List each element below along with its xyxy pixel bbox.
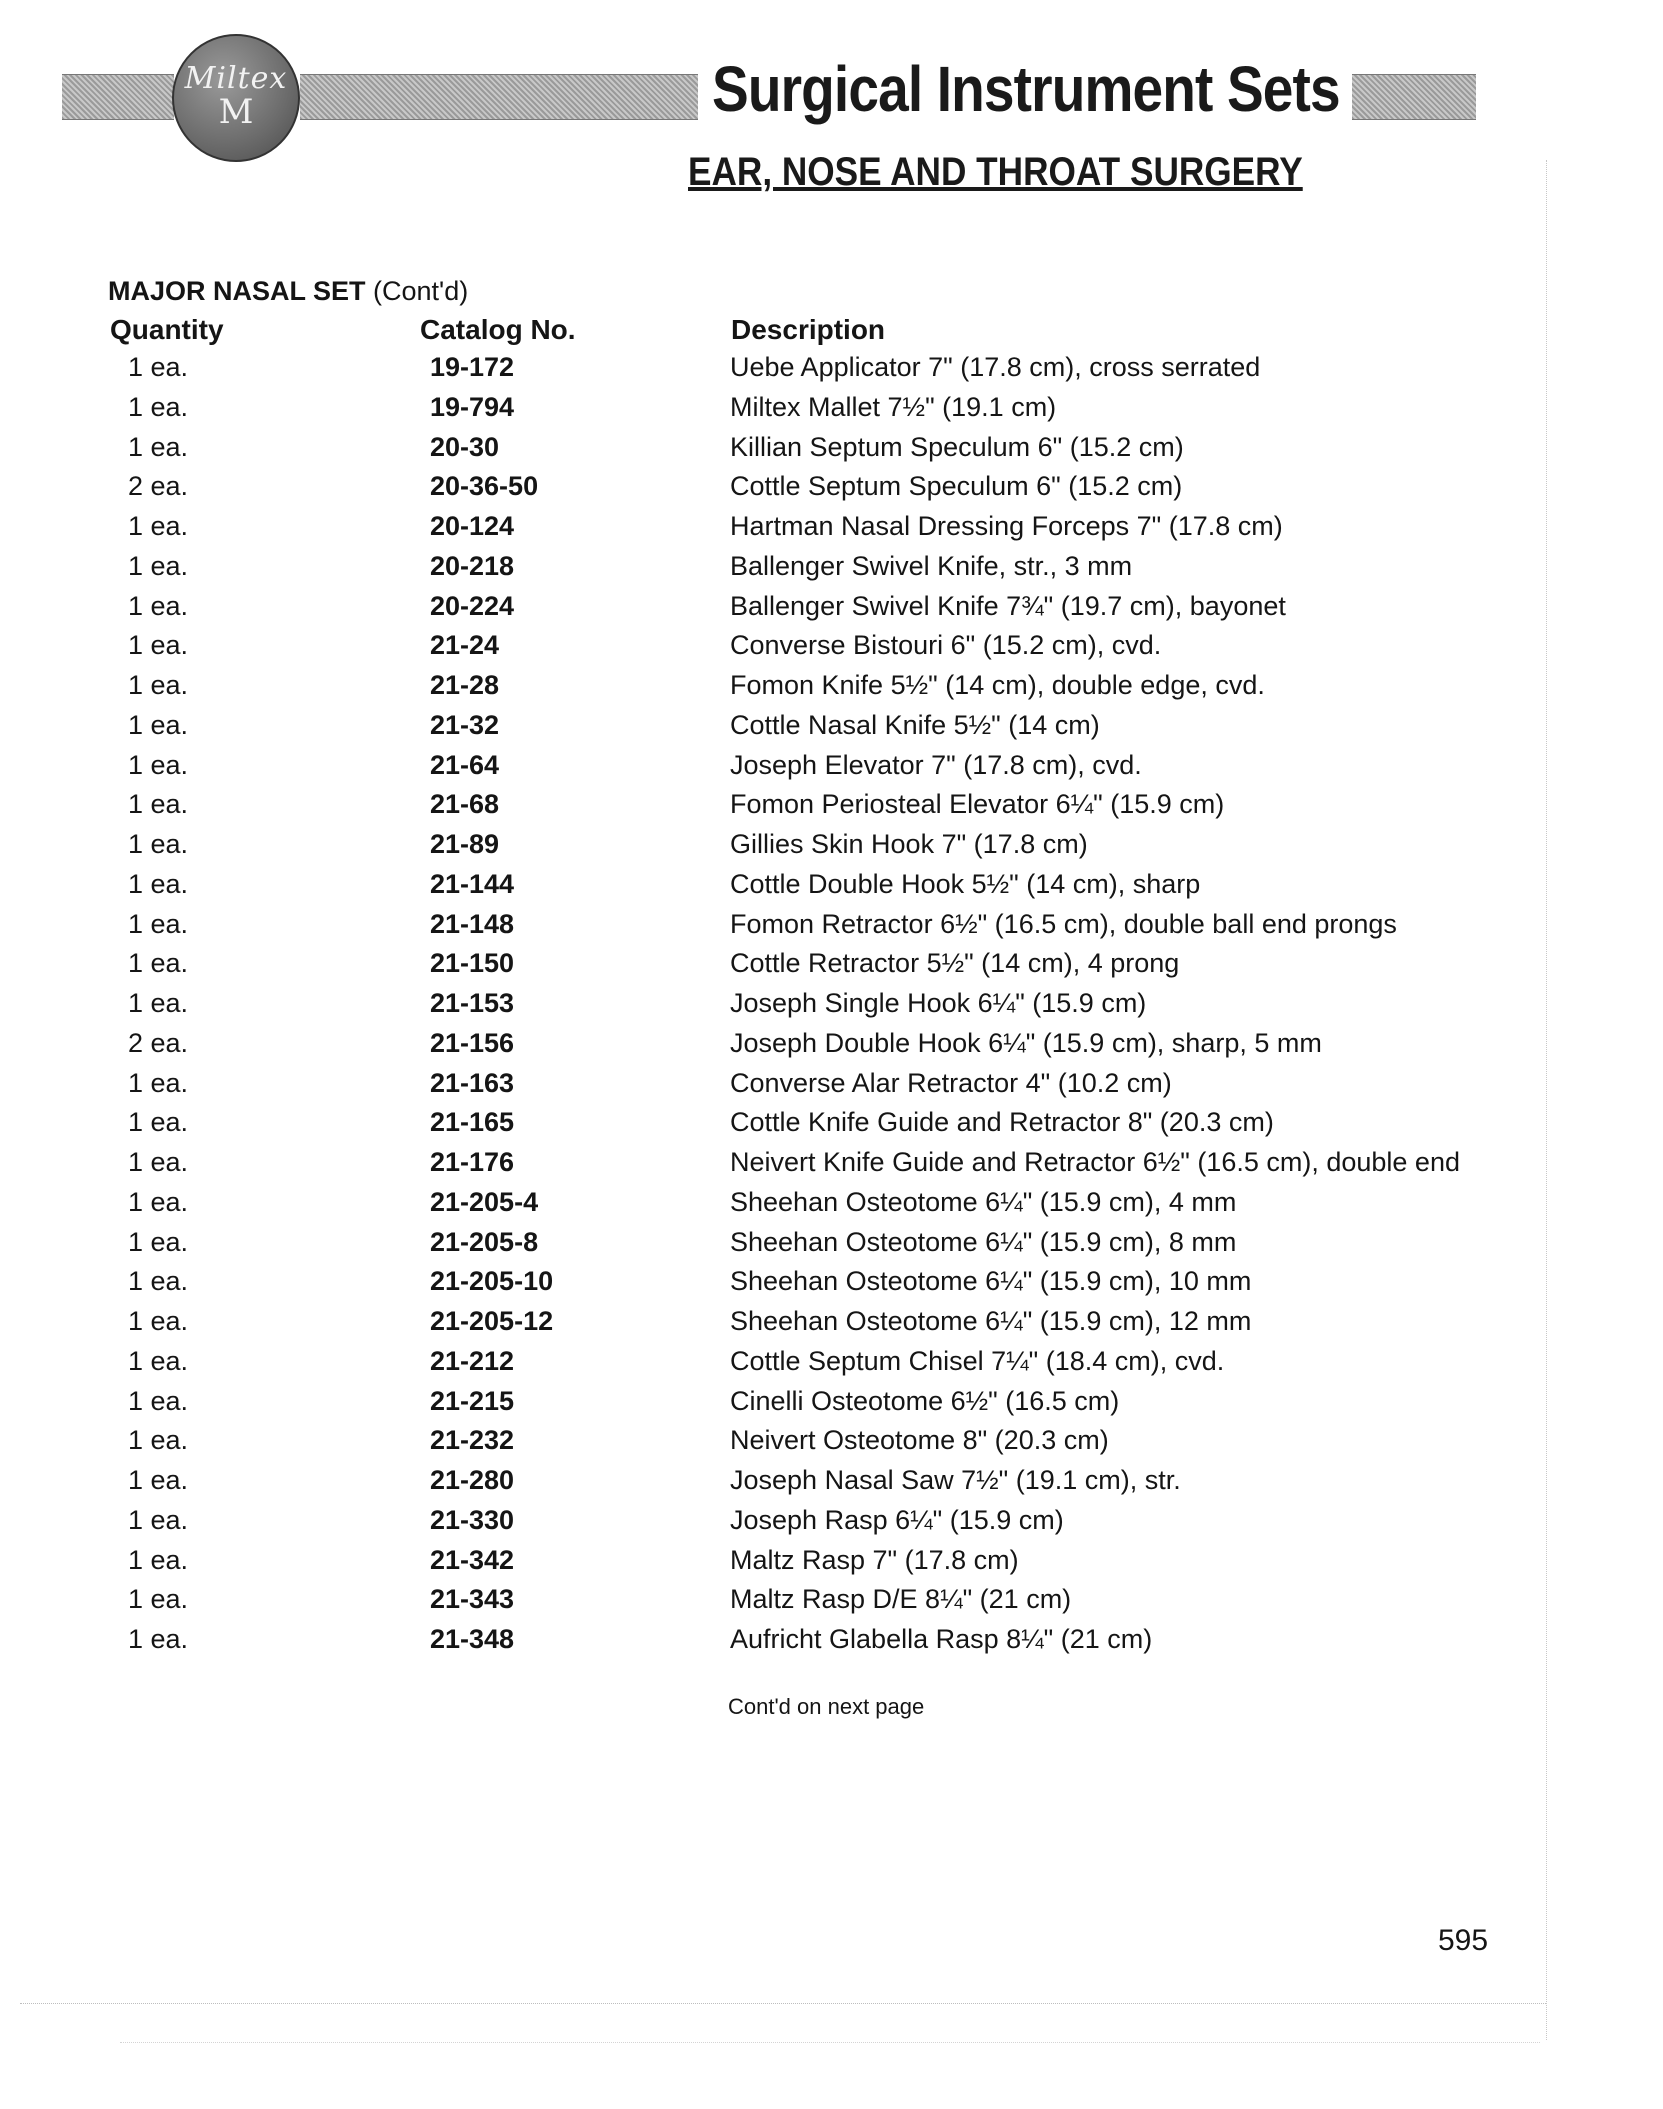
row-quantity: 2 ea. (128, 1027, 189, 1058)
row-catalog-number: 21-24 (430, 630, 500, 661)
row-quantity: 1 ea. (128, 1067, 189, 1098)
row-catalog-number: 21-212 (430, 1345, 515, 1376)
row-quantity: 1 ea. (128, 670, 189, 700)
scan-edge-bottom-faint (120, 2042, 1540, 2043)
table-row (0, 392, 1480, 432)
row-catalog-number: 21-89 (430, 829, 500, 859)
table-row (0, 1624, 1480, 1664)
table-row (0, 511, 1480, 551)
table-row (0, 1028, 1480, 1068)
row-description: Neivert Knife Guide and Retractor 6½" (16.5 cm), double end (730, 1147, 1460, 1177)
row-quantity: 1 ea. (128, 1504, 189, 1535)
row-description: Sheehan Osteotome 6¼" (15.9 cm), 12 mm (730, 1306, 1252, 1336)
row-description: Ballenger Swivel Knife, str., 3 mm (730, 550, 1133, 581)
row-catalog-number: 19-172 (430, 352, 515, 382)
table-row (0, 551, 1480, 591)
row-description: Ballenger Swivel Knife 7¾" (19.7 cm), bayonet (730, 590, 1286, 621)
row-catalog-number: 21-28 (430, 670, 500, 700)
table-row (0, 1187, 1480, 1227)
logo-monogram: M (218, 92, 254, 133)
row-catalog-number: 21-150 (430, 948, 515, 979)
row-description: Aufricht Glabella Rasp 8¼" (21 cm) (730, 1624, 1153, 1654)
table-row (0, 829, 1480, 869)
row-description: Joseph Rasp 6¼" (15.9 cm) (730, 1504, 1064, 1535)
row-catalog-number: 21-156 (430, 1027, 515, 1058)
column-header-catalog: Catalog No. (420, 314, 576, 345)
row-quantity: 2 ea. (128, 471, 189, 502)
section-subtitle: EAR, NOSE AND THROAT SURGERY (688, 150, 1303, 194)
row-catalog-number: 21-205-10 (430, 1266, 554, 1297)
scan-edge-right (1546, 160, 1547, 2040)
row-description: Fomon Knife 5½" (14 cm), double edge, cvd. (730, 670, 1265, 700)
row-description: Joseph Single Hook 6¼" (15.9 cm) (730, 988, 1147, 1018)
row-catalog-number: 19-794 (430, 391, 515, 422)
row-description: Sheehan Osteotome 6¼" (15.9 cm), 10 mm (730, 1266, 1252, 1297)
row-catalog-number: 21-343 (430, 1584, 515, 1615)
table-row (0, 1584, 1480, 1624)
set-name: MAJOR NASAL SET (108, 276, 366, 306)
table-row (0, 352, 1480, 392)
row-quantity: 1 ea. (128, 868, 189, 899)
logo-script-text: Miltex (184, 61, 288, 97)
table-row (0, 909, 1480, 949)
row-catalog-number: 21-163 (430, 1067, 515, 1098)
table-row (0, 869, 1480, 909)
table-row (0, 1107, 1480, 1147)
row-quantity: 1 ea. (128, 550, 189, 581)
row-description: Killian Septum Speculum 6" (15.2 cm) (730, 431, 1184, 462)
row-quantity: 1 ea. (128, 789, 189, 820)
page-title: Surgical Instrument Sets (712, 53, 1340, 125)
header-bar-left (62, 74, 174, 120)
row-catalog-number: 21-205-8 (430, 1226, 539, 1257)
row-catalog-number: 21-205-4 (430, 1186, 539, 1217)
row-catalog-number: 20-124 (430, 511, 515, 541)
row-quantity: 1 ea. (128, 590, 189, 621)
row-description: Joseph Nasal Saw 7½" (19.1 cm), str. (730, 1465, 1181, 1495)
miltex-logo (172, 34, 300, 162)
row-description: Cottle Double Hook 5½" (14 cm), sharp (730, 868, 1201, 899)
row-catalog-number: 21-64 (430, 749, 500, 780)
row-catalog-number: 21-144 (430, 868, 515, 899)
column-header-quantity: Quantity (110, 314, 224, 345)
row-quantity: 1 ea. (128, 1107, 189, 1138)
table-row (0, 789, 1480, 829)
page-header (0, 0, 1663, 210)
row-catalog-number: 21-232 (430, 1425, 515, 1456)
row-catalog-number: 21-215 (430, 1385, 515, 1416)
row-quantity: 1 ea. (128, 1266, 189, 1297)
table-row (0, 710, 1480, 750)
table-row (0, 1227, 1480, 1267)
table-row (0, 1425, 1480, 1465)
row-description: Hartman Nasal Dressing Forceps 7" (17.8 cm) (730, 511, 1283, 541)
row-quantity: 1 ea. (128, 1226, 189, 1257)
table-row (0, 1545, 1480, 1585)
row-description: Joseph Elevator 7" (17.8 cm), cvd. (730, 749, 1142, 780)
row-quantity: 1 ea. (128, 948, 189, 979)
set-title (108, 276, 468, 307)
row-catalog-number: 20-36-50 (430, 471, 539, 502)
row-catalog-number: 21-205-12 (430, 1306, 554, 1336)
row-catalog-number: 21-68 (430, 789, 500, 820)
row-quantity: 1 ea. (128, 431, 189, 462)
page-number: 595 (1438, 1924, 1489, 1957)
table-row (0, 630, 1480, 670)
row-description: Maltz Rasp D/E 8¼" (21 cm) (730, 1584, 1072, 1615)
row-description: Fomon Periosteal Elevator 6¼" (15.9 cm) (730, 789, 1225, 820)
row-description: Uebe Applicator 7" (17.8 cm), cross serrated (730, 352, 1261, 382)
row-quantity: 1 ea. (128, 988, 189, 1018)
row-description: Converse Bistouri 6" (15.2 cm), cvd. (730, 630, 1162, 661)
row-quantity: 1 ea. (128, 391, 189, 422)
row-catalog-number: 21-330 (430, 1504, 515, 1535)
row-catalog-number: 21-280 (430, 1465, 515, 1495)
continued-note: Cont'd on next page (728, 1694, 925, 1719)
row-quantity: 1 ea. (128, 1306, 189, 1336)
row-description: Cottle Septum Chisel 7¼" (18.4 cm), cvd. (730, 1345, 1225, 1376)
table-row (0, 988, 1480, 1028)
row-quantity: 1 ea. (128, 1544, 189, 1575)
row-catalog-number: 21-32 (430, 709, 500, 740)
row-quantity: 1 ea. (128, 749, 189, 780)
table-row (0, 1386, 1480, 1426)
row-quantity: 1 ea. (128, 630, 189, 661)
table-row (0, 1068, 1480, 1108)
row-description: Converse Alar Retractor 4" (10.2 cm) (730, 1067, 1172, 1098)
row-quantity: 1 ea. (128, 709, 189, 740)
row-quantity: 1 ea. (128, 511, 189, 541)
table-row (0, 471, 1480, 511)
set-suffix: (Cont'd) (365, 276, 469, 306)
row-description: Cottle Retractor 5½" (14 cm), 4 prong (730, 948, 1180, 979)
row-description: Joseph Double Hook 6¼" (15.9 cm), sharp, 5 mm (730, 1027, 1322, 1058)
column-header-description: Description (731, 314, 886, 345)
row-description: Sheehan Osteotome 6¼" (15.9 cm), 4 mm (730, 1186, 1237, 1217)
row-quantity: 1 ea. (128, 1345, 189, 1376)
row-description: Gillies Skin Hook 7" (17.8 cm) (730, 829, 1088, 859)
table-row (0, 1465, 1480, 1505)
row-description: Miltex Mallet 7½" (19.1 cm) (730, 391, 1057, 422)
row-quantity: 1 ea. (128, 1147, 189, 1177)
table-row (0, 670, 1480, 710)
scan-edge-bottom (20, 2003, 1546, 2004)
table-row (0, 432, 1480, 472)
row-catalog-number: 21-148 (430, 908, 515, 939)
row-catalog-number: 21-153 (430, 988, 515, 1018)
row-catalog-number: 21-176 (430, 1147, 515, 1177)
row-quantity: 1 ea. (128, 829, 189, 859)
header-bar-right (1352, 74, 1476, 120)
table-row (0, 591, 1480, 631)
row-quantity: 1 ea. (128, 1186, 189, 1217)
row-catalog-number: 20-224 (430, 590, 515, 621)
table-row (0, 750, 1480, 790)
row-description: Fomon Retractor 6½" (16.5 cm), double ball end prongs (730, 908, 1397, 939)
table-row (0, 1346, 1480, 1386)
row-description: Cinelli Osteotome 6½" (16.5 cm) (730, 1385, 1120, 1416)
header-bar-middle (300, 74, 698, 120)
table-row (0, 1306, 1480, 1346)
row-description: Cottle Knife Guide and Retractor 8" (20.3 cm) (730, 1107, 1274, 1138)
row-description: Neivert Osteotome 8" (20.3 cm) (730, 1425, 1109, 1456)
row-quantity: 1 ea. (128, 1425, 189, 1456)
row-catalog-number: 21-165 (430, 1107, 515, 1138)
table-row (0, 1147, 1480, 1187)
row-quantity: 1 ea. (128, 1624, 189, 1654)
row-catalog-number: 20-30 (430, 431, 500, 462)
row-description: Sheehan Osteotome 6¼" (15.9 cm), 8 mm (730, 1226, 1237, 1257)
table-row (0, 948, 1480, 988)
table-row (0, 1266, 1480, 1306)
row-quantity: 1 ea. (128, 1584, 189, 1615)
row-quantity: 1 ea. (128, 352, 189, 382)
row-catalog-number: 20-218 (430, 550, 515, 581)
instrument-list (0, 352, 1480, 1664)
row-description: Cottle Septum Speculum 6" (15.2 cm) (730, 471, 1183, 502)
row-catalog-number: 21-348 (430, 1624, 515, 1654)
row-quantity: 1 ea. (128, 908, 189, 939)
table-row (0, 1505, 1480, 1545)
row-quantity: 1 ea. (128, 1465, 189, 1495)
row-catalog-number: 21-342 (430, 1544, 515, 1575)
row-description: Cottle Nasal Knife 5½" (14 cm) (730, 709, 1100, 740)
row-quantity: 1 ea. (128, 1385, 189, 1416)
row-description: Maltz Rasp 7" (17.8 cm) (730, 1544, 1019, 1575)
